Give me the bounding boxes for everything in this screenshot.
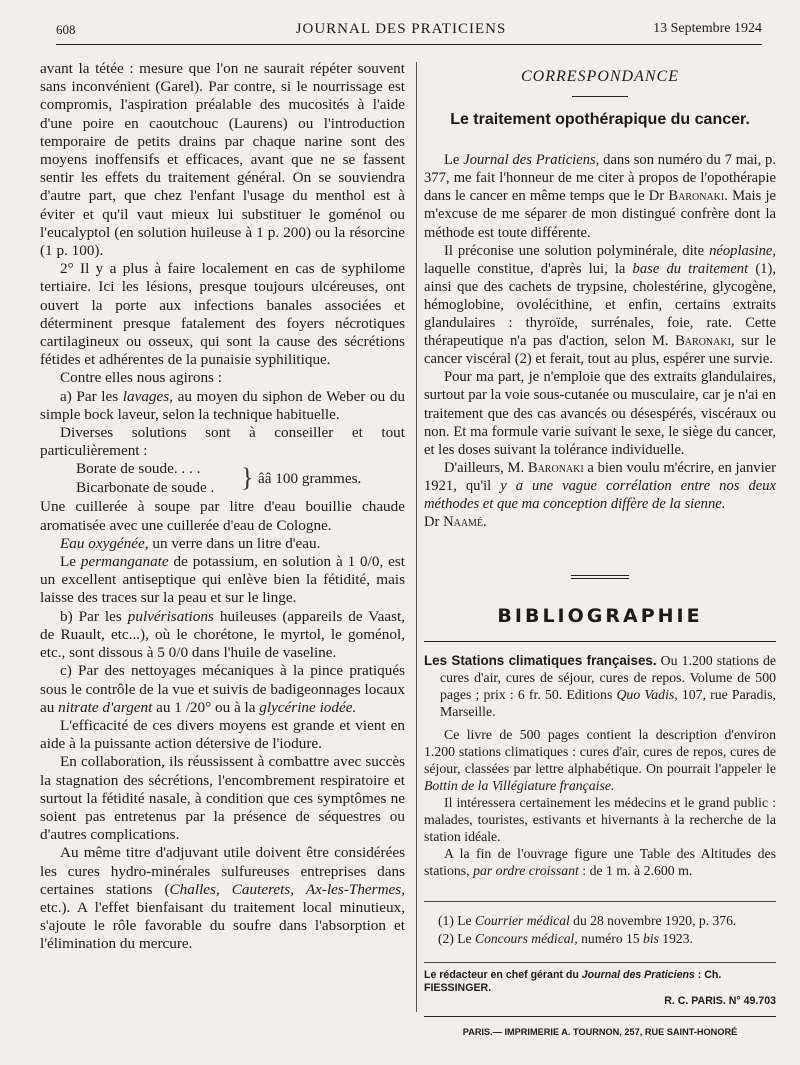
text-run: Le xyxy=(444,152,464,169)
paragraph xyxy=(424,242,776,369)
paragraph: Diverses solutions sont à conseiller et tout particulièrement : xyxy=(40,424,405,460)
text-run: Ce livre de 500 pages contient la description d'environ 1.200 stations climatiques : cures d'air, cures de repos, cures de séjour, classées par lettre alphabétique. On pourrait l'appeler le xyxy=(424,727,776,777)
emphasis: glycérine iodée. xyxy=(259,698,357,716)
right-column xyxy=(424,62,776,1041)
printer-rule xyxy=(424,1016,776,1017)
editor-rule xyxy=(424,962,776,963)
paragraph: Contre elles nous agirons : xyxy=(60,369,222,387)
text-run: : Ch. FIESSINGER. xyxy=(424,969,722,995)
footnote-rule xyxy=(424,901,776,902)
emphasis: néoplasine, xyxy=(709,242,776,259)
text-run: du 28 novembre 1920, p. 376. xyxy=(569,913,737,929)
emphasis: par ordre croissant xyxy=(473,863,579,879)
emphasis: nitrate d'argent xyxy=(58,698,153,716)
text-run: un verre dans un litre d'eau. xyxy=(148,534,321,552)
text-run: Ou 1.200 stations de cures d'air, cures de séjour, cures de repos. Volume de 500 pages ; prix : 6 fr. 50. Editions xyxy=(440,653,776,703)
text-run: laquelle constitue, d'après lui, la xyxy=(424,260,633,277)
paragraph xyxy=(40,535,405,553)
paragraph xyxy=(424,459,776,513)
paragraph xyxy=(40,553,405,608)
paragraph xyxy=(40,844,405,953)
registration-line: R. C. PARIS. N° 49.703 xyxy=(664,995,776,1008)
emphasis: Eau oxygénée, xyxy=(60,534,149,552)
editor-line xyxy=(424,969,776,995)
recipe-quantity: ââ 100 grammes. xyxy=(258,470,362,488)
emphasis: Journal des Praticiens xyxy=(581,969,695,982)
emphasis: Concours médical, xyxy=(475,931,578,947)
text-run: Il préconise une solution polyminérale, dite xyxy=(444,242,710,259)
text-run: Le rédacteur en chef gérant du xyxy=(424,969,582,982)
author-name: Naamé. xyxy=(443,514,487,531)
left-column xyxy=(40,60,405,954)
text-run: D'ailleurs, M. xyxy=(444,459,528,476)
text-run: huileuses (appareils de Vaast, de Ruault, etc...), où le chorétone, le myrtol, le goménol, etc., sont dissous à 5 0/0 dans l'huile de vaseline. xyxy=(40,607,405,662)
journal-title: JOURNAL DES PRATICIENS xyxy=(295,21,507,37)
text-run: (1) Le xyxy=(438,913,475,929)
footnotes xyxy=(424,912,776,948)
text-run: a) Par les xyxy=(60,387,123,405)
emphasis: y a une vague corrélation entre nos deux méthodes et que ma conception diffère de la sienne. xyxy=(424,477,776,512)
paragraph xyxy=(40,388,405,424)
text-run: (2) Le xyxy=(438,931,475,947)
text-run: de potassium, en solution à 1 0/0, est un excellent antiseptique qui enlève bien la fétidité, mais laisse des traces sur la peau et sur le linge. xyxy=(40,553,405,607)
text-run: dans son numéro du 7 mai, p. 377, me fait l'honneur de me citer à propos de l'opothérapie dans le cancer en même temps que le Dr xyxy=(424,152,777,205)
author-name: Baronaki. xyxy=(668,188,728,205)
paragraph: L'efficacité de ces divers moyens est grande et vient en aide à la puissante action détersive de l'iodure. xyxy=(40,716,405,753)
signature xyxy=(424,513,776,531)
text-run: A la fin de l'ouvrage figure une Table des Altitudes des stations, xyxy=(424,846,776,879)
paragraph xyxy=(40,662,405,717)
paragraph xyxy=(424,151,776,241)
text-run: 1923. xyxy=(658,931,693,947)
emphasis: Courrier médical xyxy=(475,913,570,929)
paragraph: avant la tétée : mesure que l'on ne saurait répéter souvent sans inconvénient (Garel). Par contre, si le nourrissage est compromis, l'aspiration préalable des mucosités à l'aide d'une poire en caoutchouc (Laurens) ou l'introduction temporaire de petits drains par chaque narine sont des moyens inoffensifs et efficaces, avant que ne se fassent sentir les effets du traitement général. On se souviendra d'autre part, que chez l'enfant l'usage du menthol est à éviter et qu'il vaut mieux lui substituer le goménol ou l'eucalyptol (en solution huileuse à 1 p. 200) ou la résorcine (1 p. 100). xyxy=(40,60,405,260)
text-run: Dr xyxy=(424,514,444,531)
paragraph: 2° Il y a plus à faire localement en cas de syphilome tertiaire. Ici les lésions, presque toujours ulcéreuses, ont ouvert la porte aux infections banales associées et déterminent presque fatalement des foyers nécrotiques cartilagineux ou osseux, qui sont la cause des sécrétions fétides et adhérentes de la punaisie syphilitique. xyxy=(40,260,405,369)
text-run: Au même titre d'adjuvant utile doivent être considérées les cures hydro-minérales sulfureuses entreprises dans certaines stations ( xyxy=(40,844,405,898)
emphasis: Quo Vadis, xyxy=(616,687,678,703)
paragraph: Il intéressera certainement les médecins et le grand public : malades, touristes, estivants et hivernants à la recherche de la station idéale. xyxy=(424,795,776,845)
book-title: Les Stations climatiques françaises. xyxy=(424,653,657,669)
page-header xyxy=(40,20,762,38)
recipe-line: Bicarbonate de soude . xyxy=(76,479,215,497)
text-run: sur le cancer viscéral (2) et ferait, tout au plus, espérer une survie. xyxy=(424,333,776,368)
column-divider xyxy=(416,62,417,1012)
recipe-line: Borate de soude. . . . xyxy=(76,460,201,478)
text-run: au 1 /20° ou à la xyxy=(152,698,260,716)
section-rule xyxy=(572,96,628,97)
section-rule xyxy=(424,641,776,642)
section-heading-correspondance: CORRESPONDANCE xyxy=(521,68,679,85)
editor-credit xyxy=(424,969,776,1008)
paragraph xyxy=(424,726,776,794)
section-heading-bibliographie: BIBLIOGRAPHIE xyxy=(497,605,703,628)
footnote xyxy=(438,912,776,930)
text-run: Le xyxy=(60,553,81,571)
emphasis: base du traitement xyxy=(632,260,749,277)
text-run: numéro 15 xyxy=(577,931,644,947)
emphasis: Challes, Cauterets, Ax-les-Thermes, xyxy=(169,880,405,898)
emphasis: Bottin de la Villégiature française. xyxy=(424,778,615,794)
footnote xyxy=(438,930,776,948)
section-separator xyxy=(571,575,629,579)
page-number: 608 xyxy=(56,22,76,37)
text-run: c) Par des nettoyages mécaniques à la pince pratiqués sous le contrôle de la vue et suivis de badigeonnages locaux au xyxy=(40,662,405,716)
emphasis: pulvérisations xyxy=(127,607,214,625)
text-run: 107, rue Paradis, Marseille. xyxy=(440,687,776,720)
text-run: a bien voulu m'écrire, en janvier 1921, qu'il xyxy=(424,459,776,494)
author-name: Baronaki xyxy=(527,459,584,476)
text-run: au moyen du siphon de Weber ou du simple bock laveur, selon la technique habituelle. xyxy=(40,387,405,423)
author-name: Baronaki, xyxy=(675,333,735,350)
emphasis: bis xyxy=(643,931,659,947)
text-run: (1), ainsi que des cachets de trypsine, cholestérine, glycogène, hémoglobine, ovolécithine, et enfin, certains extraits glandulaires : thyroïde, surrénales, foie, rate. Cette thérapeutique n'a pas d'action, selon M. xyxy=(424,260,776,350)
article-title: Le traitement opothérapique du cancer. xyxy=(450,111,750,129)
paragraph xyxy=(40,608,405,663)
emphasis: lavages, xyxy=(122,387,173,405)
text-run: Mais je m'excuse de me séparer de mon distingué confrère dont la méthode est toute différente. xyxy=(424,188,776,241)
issue-date: 13 Septembre 1924 xyxy=(653,21,762,36)
paragraph: Pour ma part, je n'emploie que des extraits glandulaires, surtout par la voie sous-cutanée ou musculaire, car je n'ai en traitement que des cas avancés ou désespérés, viscéraux ou non. Et ma formule varie suivant le sexe, le siège du cancer, et les doses suivant la tolérance individuelle. xyxy=(424,369,776,458)
emphasis: Journal des Praticiens, xyxy=(463,152,600,169)
text-run: etc.). A l'effet bienfaisant du traitement local minutieux, s'ajoute le rôle favorable du soufre dans l'absorption et l'élimination du mercure. xyxy=(40,898,405,953)
text-run: b) Par les xyxy=(60,607,128,625)
paragraph: Une cuillerée à soupe par litre d'eau bouillie chaude aromatisée avec une cuillerée d'eau de Cologne. xyxy=(40,498,405,534)
emphasis: permanganate xyxy=(80,553,169,571)
book-entry xyxy=(424,652,776,720)
header-rule xyxy=(56,44,762,45)
text-run: : de 1 m. à 2.600 m. xyxy=(578,863,693,879)
printer-credit: PARIS.— IMPRIMERIE A. TOURNON, 257, RUE SAINT-HONORÉ xyxy=(462,1027,738,1038)
recipe-block xyxy=(76,460,405,498)
paragraph xyxy=(424,845,776,879)
paragraph: En collaboration, ils réussissent à combattre avec succès la stagnation des sécrétions, l'encombrement respiratoire et surtout la fétidité nasale, à condition que ces symptômes ne soient pas entretenus par la présence de séquestres ou d'autres complications. xyxy=(40,753,405,844)
recipe-brace: } xyxy=(241,463,254,493)
